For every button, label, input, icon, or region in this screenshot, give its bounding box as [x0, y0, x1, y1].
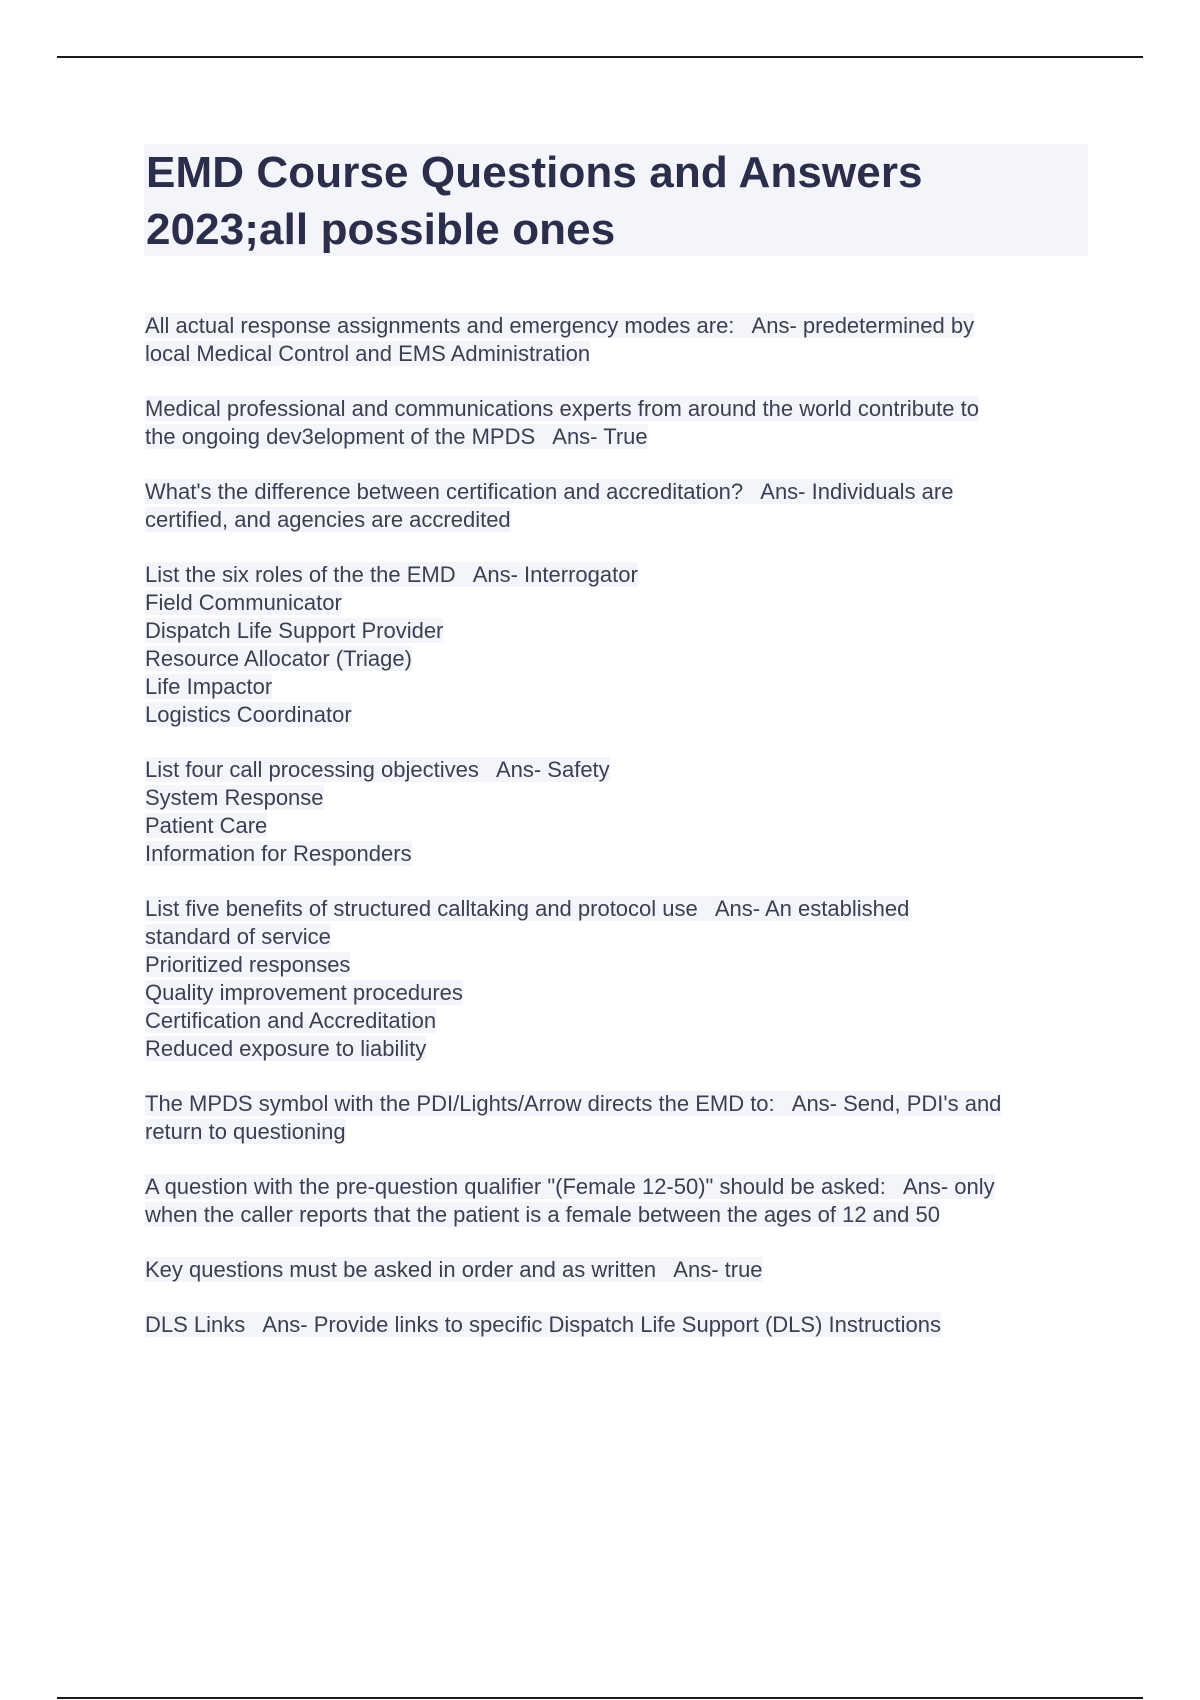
qa-line: System Response — [145, 785, 324, 810]
qa-line: Medical professional and communications experts from around the world contribute to — [145, 396, 979, 421]
title-line: 2023;all possible ones — [146, 205, 616, 254]
qa-item — [145, 312, 1095, 368]
qa-line: Certification and Accreditation — [145, 1008, 437, 1033]
title-block — [144, 144, 1088, 256]
qa-line: Reduced exposure to liability — [145, 1036, 427, 1061]
qa-line: List five benefits of structured calltaking and protocol use Ans- An established — [145, 896, 910, 921]
qa-item — [145, 1090, 1095, 1146]
qa-item — [145, 395, 1095, 451]
qa-line: List four call processing objectives Ans- Safety — [145, 757, 610, 782]
qa-line: Life Impactor — [145, 674, 273, 699]
top-rule — [57, 56, 1143, 58]
qa-line: the ongoing dev3elopment of the MPDS Ans- True — [145, 424, 648, 449]
qa-line: Patient Care — [145, 813, 268, 838]
qa-list — [145, 312, 1095, 1366]
qa-item — [145, 1173, 1095, 1229]
qa-line: Logistics Coordinator — [145, 702, 352, 727]
qa-line: The MPDS symbol with the PDI/Lights/Arrow directs the EMD to: Ans- Send, PDI's and — [145, 1091, 1002, 1116]
qa-line: All actual response assignments and emergency modes are: Ans- predetermined by — [145, 313, 975, 338]
qa-line: local Medical Control and EMS Administration — [145, 341, 591, 366]
qa-line: Information for Responders — [145, 841, 412, 866]
qa-line: when the caller reports that the patient is a female between the ages of 12 and 50 — [145, 1202, 940, 1227]
qa-line: certified, and agencies are accredited — [145, 507, 511, 532]
document-title — [144, 144, 1088, 258]
qa-line: return to questioning — [145, 1119, 346, 1144]
qa-line: DLS Links Ans- Provide links to specific Dispatch Life Support (DLS) Instructions — [145, 1312, 942, 1337]
qa-line: Quality improvement procedures — [145, 980, 463, 1005]
qa-line: List the six roles of the the EMD Ans- Interrogator — [145, 562, 638, 587]
qa-line: Field Communicator — [145, 590, 342, 615]
title-line: EMD Course Questions and Answers — [146, 148, 923, 197]
qa-item — [145, 561, 1095, 729]
qa-item — [145, 478, 1095, 534]
qa-line: Key questions must be asked in order and as written Ans- true — [145, 1257, 763, 1282]
qa-item — [145, 1311, 1095, 1339]
qa-item — [145, 895, 1095, 1063]
qa-line: A question with the pre-question qualifier "(Female 12-50)" should be asked: Ans- only — [145, 1174, 995, 1199]
qa-item — [145, 756, 1095, 868]
qa-item — [145, 1256, 1095, 1284]
bottom-rule — [57, 1697, 1143, 1699]
qa-line: Prioritized responses — [145, 952, 351, 977]
qa-line: Resource Allocator (Triage) — [145, 646, 412, 671]
qa-line: What's the difference between certification and accreditation? Ans- Individuals are — [145, 479, 954, 504]
qa-line: Dispatch Life Support Provider — [145, 618, 444, 643]
qa-line: standard of service — [145, 924, 331, 949]
